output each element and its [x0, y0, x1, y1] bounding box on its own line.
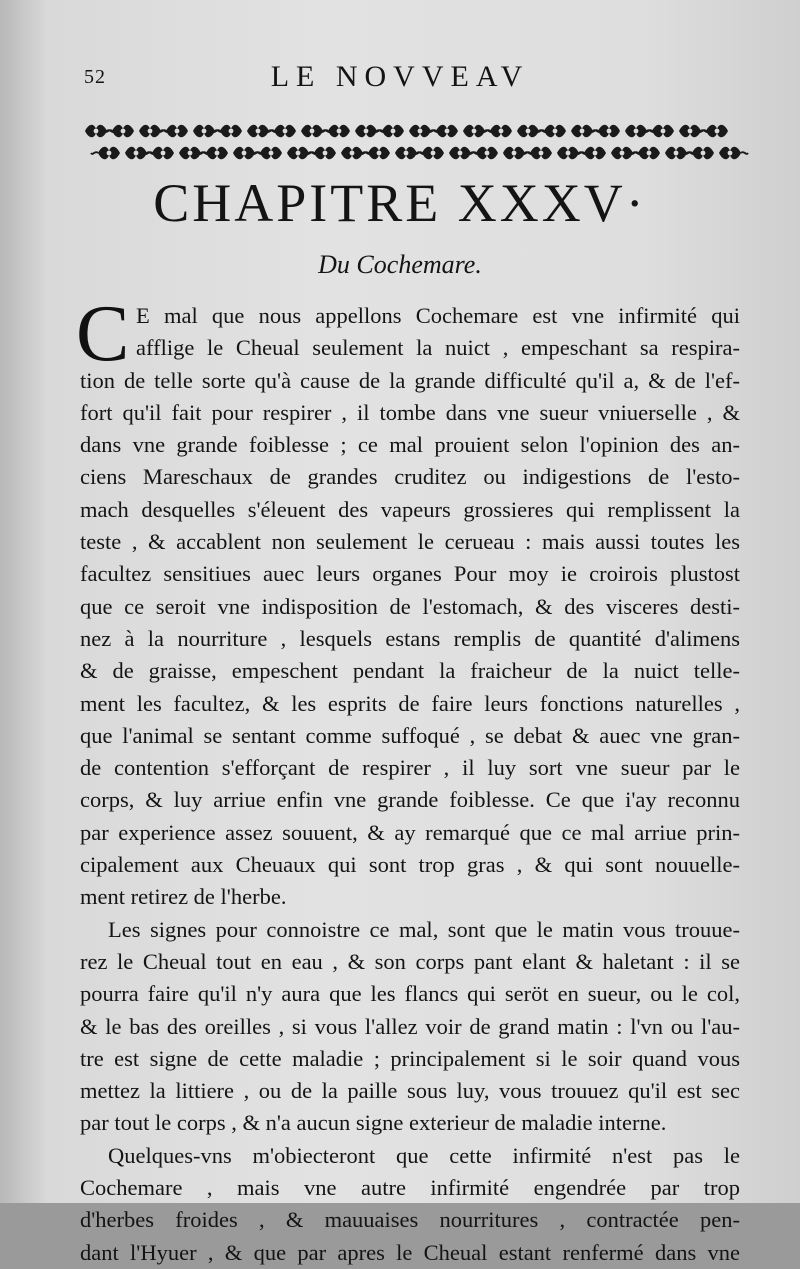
text-line: teste , & accablent non seulement le cerueau : mais aussi toutes les — [80, 529, 740, 555]
fleuron-ornament — [375, 125, 404, 138]
text-line: d'herbes froides , & mauuaises nourritures , contractée pen- — [80, 1207, 740, 1233]
fleuron-ornament — [321, 125, 350, 138]
text-line: dant l'Hyuer , & que par apres le Cheual estant renfermé dans vne — [80, 1239, 740, 1265]
text-line: que ce seroit vne indisposition de l'estomach, & des visceres desti- — [80, 593, 740, 619]
text-line: E mal que nous appellons Cochemare est vne infirmité qui — [136, 303, 740, 328]
text-line: que l'animal se sentant comme suffoqué , se debat & auec vne gran- — [80, 722, 740, 748]
text-line: Cochemare , mais vne autre infirmité engendrée par trop — [80, 1175, 740, 1201]
fleuron-ornament — [537, 125, 566, 138]
text-line: par experience assez souuent, & ay remarqué que ce mal arriue prin- — [80, 819, 740, 845]
fleuron-ornament — [699, 125, 728, 138]
fleuron-ornament — [307, 147, 336, 160]
fleuron-ornament — [253, 147, 282, 160]
fleuron-ornament — [415, 147, 444, 160]
text-line: mach desquelles s'éleuent des vapeurs grossieres qui remplissent la — [80, 496, 740, 522]
text-line: afflige le Cheual seulement la nuict , empeschant sa respira- — [136, 335, 740, 361]
running-head: LE NOVVEAV — [270, 60, 530, 93]
text-line: ment retirez de l'herbe. — [80, 884, 287, 910]
body-text — [76, 290, 740, 1269]
text-line: corps, & luy arriue enfin vne grande foiblesse. Ce que i'ay reconnu — [80, 787, 740, 813]
fleuron-ornament — [645, 125, 674, 138]
text-line: Quelques-vns m'obiecteront que cette infirmité n'est pas le — [108, 1142, 740, 1168]
text-line: ment les facultez, & les esprits de faire leurs fonctions naturelles , — [80, 690, 740, 716]
fleuron-ornament — [483, 125, 512, 138]
fleuron-ornament — [213, 125, 242, 138]
text-line: & le bas des oreilles , si vous l'allez voir de grand matin : l'vn ou l'au- — [80, 1013, 740, 1039]
text-line: par tout le corps , & n'a aucun signe exterieur de maladie interne. — [80, 1110, 667, 1136]
fleuron-ornament — [159, 125, 188, 138]
text-line: Les signes pour connoistre ce mal, sont que le matin vous trouue- — [108, 916, 740, 942]
text-line: tion de telle sorte qu'à cause de la grande difficulté qu'il a, & de l'ef- — [80, 367, 740, 393]
fleuron-ornament — [199, 147, 228, 160]
text-line: dans vne grande foiblesse ; ce mal prouient selon l'opinion des an- — [80, 432, 740, 458]
chapter-subtitle: Du Cochemare. — [318, 250, 482, 279]
text-line: de contention s'efforçant de respirer , il luy sort vne sueur par le — [80, 755, 740, 781]
chapter-title: CHAPITRE XXXV· — [153, 173, 647, 233]
fleuron-ornament — [685, 147, 714, 160]
fleuron-ornament — [631, 147, 660, 160]
fleuron-ornament — [105, 125, 134, 138]
fleuron-ornament — [429, 125, 458, 138]
ornamental-border — [82, 118, 740, 166]
text-line: cipalement aux Cheuaux qui sont trop gras , & qui sont nouuelle- — [80, 852, 740, 878]
fleuron-ornament — [719, 147, 748, 160]
text-line: & de graisse, empeschent pendant la fraicheur de la nuict telle- — [80, 658, 740, 684]
text-line: nez à la nourriture , lesquels estans remplis de quantité d'alimens — [80, 625, 740, 651]
text-line: rez le Cheual tout en eau , & son corps pant elant & haletant : il se — [80, 948, 740, 974]
text-line: tre est signe de cette maladie ; principalement si le soir quand vous — [80, 1045, 740, 1071]
fleuron-ornament — [145, 147, 174, 160]
fleuron-ornament — [469, 147, 498, 160]
fleuron-ornament — [91, 147, 120, 160]
text-line: pourra faire qu'il n'y aura que les flancs qui seröt en sueur, ou le col, — [80, 981, 740, 1007]
fleuron-ornament — [361, 147, 390, 160]
fleuron-ornament — [577, 147, 606, 160]
fleuron-ornament — [267, 125, 296, 138]
text-line: fort qu'il fait pour respirer , il tombe dans vne sueur vniuerselle , & — [80, 399, 740, 425]
text-line: facultez sensitiues auec leurs organes Pour moy ie croirois plustost — [80, 561, 740, 587]
drop-cap: C — [76, 290, 130, 378]
fleuron-ornament — [591, 125, 620, 138]
fleuron-ornament — [523, 147, 552, 160]
text-line: ciens Mareschaux de grandes cruditez ou indigestions de l'esto- — [80, 464, 740, 490]
page-number: 52 — [84, 66, 106, 88]
text-line: mettez la littiere , ou de la paille sous luy, vous trouuez qu'il est sec — [80, 1078, 740, 1104]
